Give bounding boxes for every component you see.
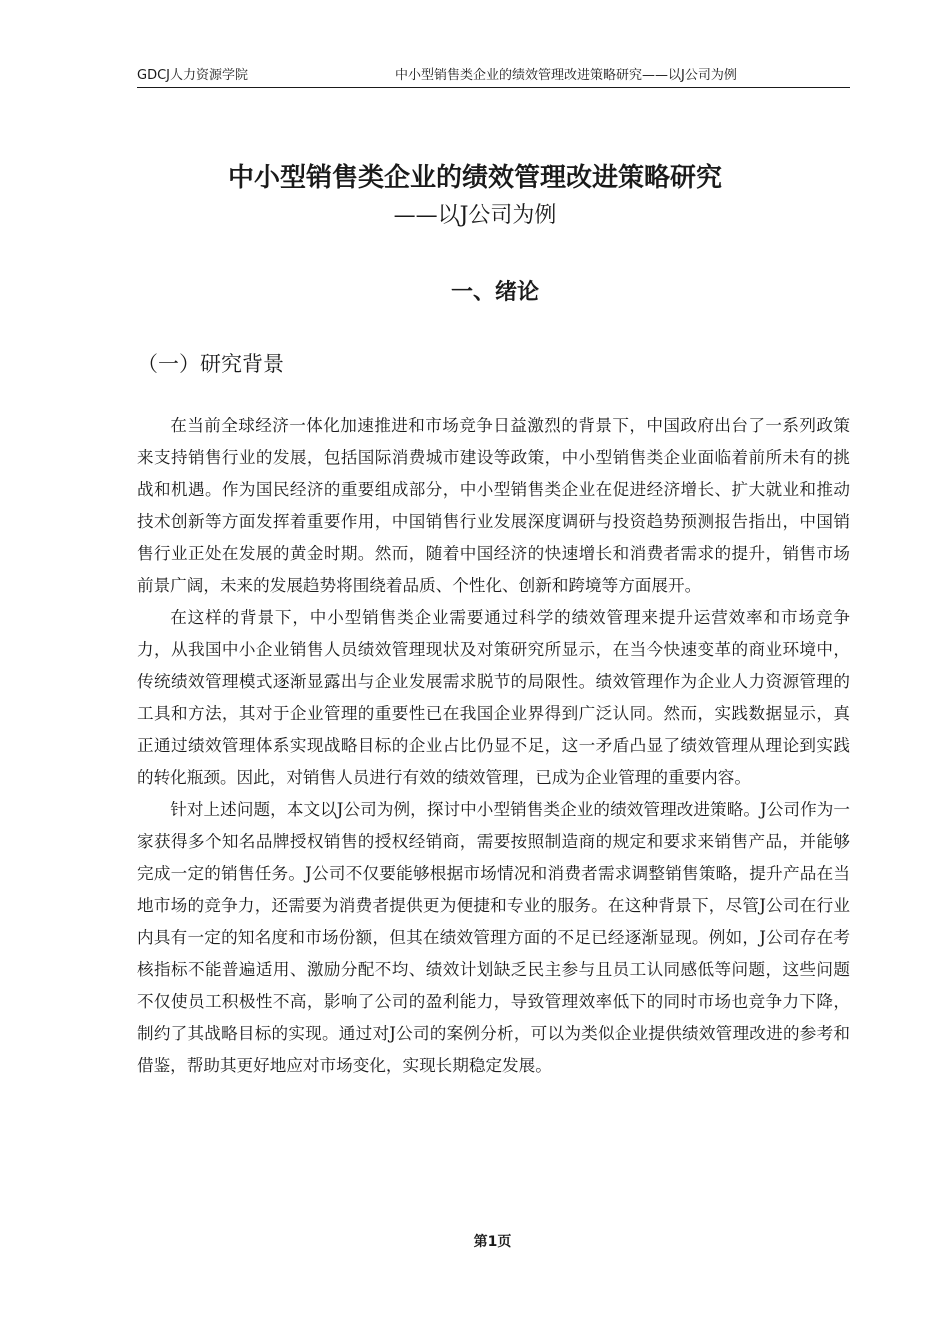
paragraph-2: 在这样的背景下，中小型销售类企业需要通过科学的绩效管理来提升运营效率和市场竞争力，从我国中小企业销售人员绩效管理现状及对策研究所显示，在当今快速变革的商业环境中，传统绩效管理模式逐渐显露出与企业发展需求脱节的局限性。绩效管理作为企业人力资源管理的工具和方法，其对于企业管理的重要性已在我国企业界得到广泛认同。然而，实践数据显示，真正通过绩效管理体系实现战略目标的企业占比仍显不足，这一矛盾凸显了绩效管理从理论到实践的转化瓶颈。因此，对销售人员进行有效的绩效管理，已成为企业管理的重要内容。 [137,608,850,787]
page-header [137,65,850,88]
chapter-heading: 一、绪论 [450,280,539,305]
paragraph-1: 在当前全球经济一体化加速推进和市场竞争日益激烈的背景下，中国政府出台了一系列政策来支持销售行业的发展，包括国际消费城市建设等政策，中小型销售类企业面临着前所未有的挑战和机遇。作为国民经济的重要组成部分，中小型销售类企业在促进经济增长、扩大就业和推动技术创新等方面发挥着重要作用，中国销售行业发展深度调研与投资趋势预测报告指出，中国销售行业正处在发展的黄金时期。然而，随着中国经济的快速增长和消费者需求的提升，销售市场前景广阔，未来的发展趋势将围绕着品质、个性化、创新和跨境等方面展开。 [137,416,850,595]
document-title: 中小型销售类企业的绩效管理改进策略研究 [227,163,722,193]
section-heading: （一）研究背景 [137,352,284,376]
document-subtitle: ——以J公司为例 [393,203,557,228]
page-number: 第1页 [473,1234,512,1250]
header-running-title: 中小型销售类企业的绩效管理改进策略研究——以J公司为例 [395,68,737,83]
paragraph-3: 针对上述问题，本文以J公司为例，探讨中小型销售类企业的绩效管理改进策略。J公司作为一家获得多个知名品牌授权销售的授权经销商，需要按照制造商的规定和要求来销售产品，并能够完成一定的销售任务。J公司不仅要能够根据市场情况和消费者需求调整销售策略，提升产品在当地市场的竞争力，还需要为消费者提供更为便捷和专业的服务。在这种背景下，尽管J公司在行业内具有一定的知名度和市场份额，但其在绩效管理方面的不足已经逐渐显现。例如，J公司存在考核指标不能普遍适用、激励分配不均、绩效计划缺乏民主参与且员工认同感低等问题，这些问题不仅使员工积极性不高，影响了公司的盈利能力，导致管理效率低下的同时市场也竞争力下降，制约了其战略目标的实现。通过对J公司的案例分析，可以为类似企业提供绩效管理改进的参考和借鉴，帮助其更好地应对市场变化，实现长期稳定发展。 [137,800,850,1075]
header-institution: GDCJ人力资源学院 [137,68,248,83]
body-text [137,410,850,1082]
